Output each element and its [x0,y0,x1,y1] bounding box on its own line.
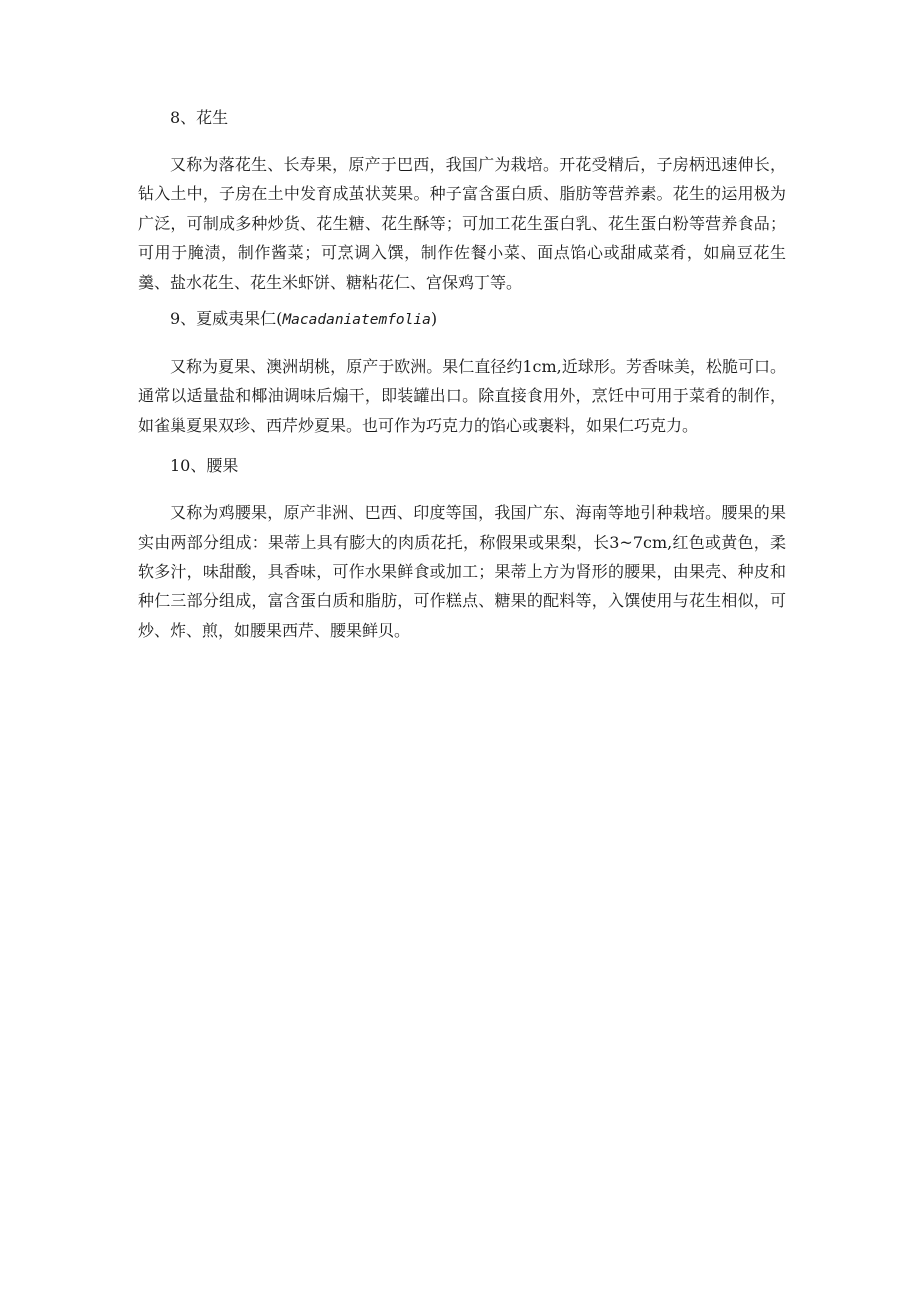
document-page [138,100,786,645]
section-heading-close: ) [430,309,438,329]
section-heading-peanut [138,100,786,136]
section-body-cashew: 又称为鸡腰果，原产非洲、巴西、印度等国，我国广东、海南等地引种栽培。腰果的果实由两部分组成：果蒂上具有膨大的肉质花托，称假果或果梨，长3~7cm,红色或黄色，柔软多汁，味甜酸，具香味，可作水果鲜食或加工；果蒂上方为肾形的腰果，由果壳、种皮和种仁三部分组成，富含蛋白质和脂肪，可作糕点、糖果的配料等，入馔使用与花生相似，可炒、炸、煎，如腰果西芹、腰果鲜贝。 [138,503,786,640]
section-body-peanut: 又称为落花生、长寿果，原产于巴西，我国广为栽培。开花受精后，子房柄迅速伸长，钻入土中，子房在土中发育成茧状荚果。种子富含蛋白质、脂肪等营养素。花生的运用极为广泛，可制成多种炒货、花生糖、花生酥等；可加工花生蛋白乳、花生蛋白粉等营养食品；可用于腌渍，制作酱菜；可烹调入馔，制作佐餐小菜、面点馅心或甜咸菜肴，如扁豆花生羹、盐水花生、花生米虾饼、糖粘花仁、宫保鸡丁等。 [138,155,786,292]
scientific-name: Macadaniatemfolia [282,312,431,329]
section-body-macadamia: 又称为夏果、澳洲胡桃，原产于欧洲。果仁直径约1cm,近球形。芳香味美，松脆可口。通常以适量盐和椰油调味后煽干，即装罐出口。除直接食用外，烹饪中可用于菜肴的制作，如雀巢夏果双珍、西芹炒夏果。也可作为巧克力的馅心或裹料，如果仁巧克力。 [138,357,786,435]
section-heading-cashew [138,448,786,484]
section-heading-text: 9、夏威夷果仁( [170,309,283,329]
section-heading-text: 8、花生 [170,108,229,127]
section-heading-macadamia [138,301,786,338]
section-heading-text: 10、腰果 [170,456,239,476]
